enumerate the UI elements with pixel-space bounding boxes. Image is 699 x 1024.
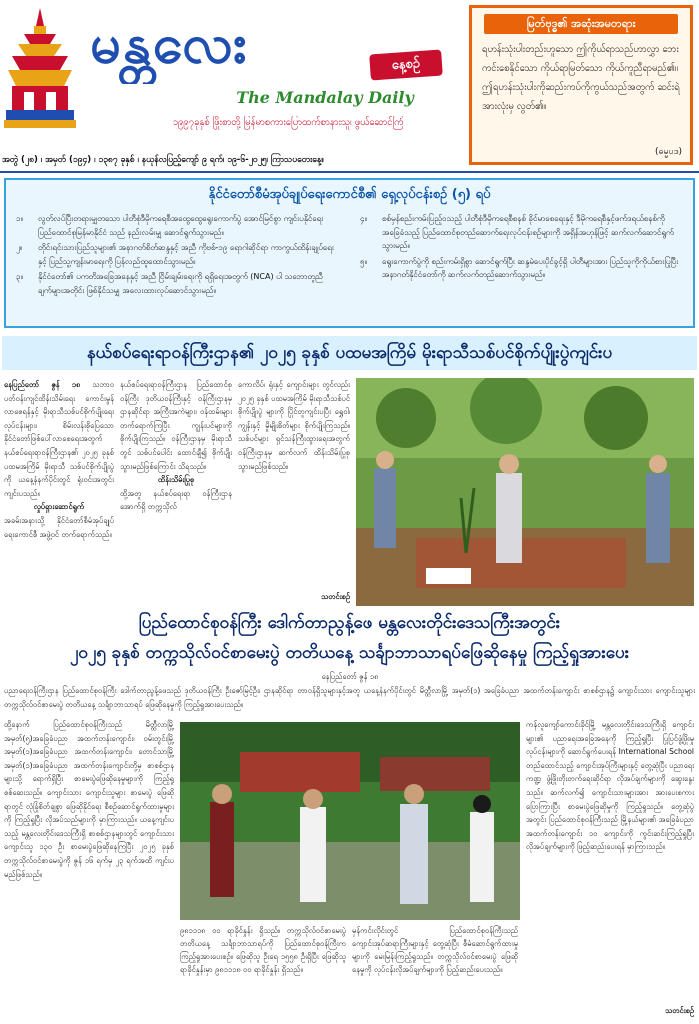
article2-column-1 [4, 718, 174, 1018]
article1-col3-text: ကောလိပ်၊ ရုံးနှင့် ကျောင်းများ တွင်လည်း ၂၀၂၅ ခုနှစ် ပထမအကြိမ် မိုးရာသီသစ်ပင်စိုက်ပျိုးပွဲ များကို ပြိုင်တူကျင်းပပြီး ရွှေဝါ၊ ကျွန်းနှင့် မှိုမျိုးစိတ်များ စိုက်ပျိုးကြသည်။ သစ်ပင်များ ရှင်သန်ကြီးထွားရေးအတွက် ဝန်ကြီးဌာနမှ ဆက်လက် ထိန်းသိမ်းပြုစုသွားမည်ဖြစ်သည်။ [238, 380, 350, 471]
article2-lead: ပညာရေးဝန်ကြီးဌာန ပြည်ထောင်စုဝန်ကြီး ဒေါက်တာညွန့်ဖေသည် ဒုတိယဝန်ကြီး ဦးဇော်မြင့်ဦး၊ ဌာနဆိုင်ရာ တာဝန်ရှိသူများနှင့်အတူ ယနေ့နံနက်ပိုင်းတွင် မိတ္ထီလာမြို့ အမှတ်(၁) အခြေခံပညာ အထက်တန်းကျောင်း စာစစ်ဌာန၌ ကျောင်းသား ကျောင်းသူများ တက္ကသိုလ်ဝင်စာမေးပွဲ တတိယနေ့ သင်္ချာဘာသာရပ် ဖြေဆိုနေမှုကို ကြည့်ရှုအားပေးသည်။ [4, 686, 695, 709]
article1-byline: သတင်းစဉ် [321, 592, 350, 601]
quote-box-body: ရဟန်းသုံးပါးတည်းဟူသော ဤကိုယ်ရာသည်ဟာလွှာ ဘေးကင်းစေနိုင်သော ကိုယ်ရာမြတ်သော ကိုယ်ကူညီရာမည်၏။ ဤရဟန်းသုံးပါးကိုဆည်းကပ်ကိုကွယ်သည်အတွက် ဆင်းရဲအားလုံးမှ လွတ်၏။ [482, 44, 680, 112]
article1-column-1 [4, 378, 114, 606]
objectives-title: နိုင်ငံတော်စီမံအုပ်ချုပ်ရေးကောင်စီ၏ ရှေ့လုပ်ငန်းစဉ် (၅) ရပ် [208, 187, 491, 202]
article1-column-3 [238, 378, 350, 592]
article2-byline: သတင်းစဉ် [665, 1006, 694, 1015]
article1-col1-text: သဘာဝပတ်ဝန်းကျင်ထိန်းသိမ်းရေး ကောင်းမွန်လာစေရန်နှင့် မိုးရာသီသစ်ပင်စိုက်ပျိုးရေး လုပ်ငန်းများ၊ စိမ်းလန်းစိုပြေသော နိုင်ငံတော်ဖြစ်ပေါ်လာစေရေးအတွက် နယ်စပ်ရေးရာဝန်ကြီးဌာန၏ ၂၀၂၅ ခုနှစ် ပထမအကြိမ် မိုးရာသီ သစ်ပင်စိုက်ပျိုးပွဲကို ယနေ့နံနက်ပိုင်းတွင် ရုံးဝင်းအတွင်း ကျင်းပသည်။ [4, 380, 114, 498]
objective-item: ၃။ နိုင်ငံတော်၏ ပကတိအခြေအနေနှင့် အညီ ငြိမ်းချမ်းရေးကို ရရှိရေးအတွက် (NCA) ပါ သဘောတူညီချက်များအတိုင်း ဖြစ်နိုင်သမျှ အလေးထားလုပ်ဆောင်သွားမည်။ [16, 272, 323, 295]
objectives-left-column [16, 212, 336, 324]
article1-dateline: နေပြည်တော် ဇွန် ၁၈ [4, 380, 81, 389]
daily-tag: နေ့စဉ် [369, 50, 443, 81]
objectives-box [4, 178, 695, 328]
dhamma-quote-box [469, 5, 693, 165]
issue-info-line: အတွဲ (၂၈) ၊ အမှတ် (၁၉၄) ၊ ၁၃၈၇ ခုနှစ် ၊ နယုန်လပြည့်ကျော် ၉ ရက်၊ ၁၉-၆-၂၀၂၅၊ ကြာသပတေးနေ့။ [2, 155, 324, 165]
article2-headline-line2: ၂၀၂၅ ခုနှစ် တက္ကသိုလ်ဝင်စာမေးပွဲ တတိယနေ့ သင်္ချာဘာသာရပ်ဖြေဆိုနေမှု ကြည့်ရှုအားပေး [69, 643, 630, 663]
article2-headline-line1: ပြည်ထောင်စုဝန်ကြီး ဒေါက်တာညွန့်ဖေ မန္တလေးတိုင်းဒေသကြီးအတွင်း [138, 613, 561, 633]
newspaper-title: မန္တလေး [90, 12, 249, 75]
objective-item: ၁။ လွတ်လပ်ပြီးတရားမျှတသော ပါတီစုံဒီမိုကရေစီအထွေထွေရွေးကောက်ပွဲ အောင်မြင်စွာ ကျင်းပနိုင်ရေး ပြည်ထောင်စုမြန်မာနိုင်ငံ သည် နည်းလမ်းမျှ ဆောင်ရွက်သွားမည်။ [16, 214, 324, 237]
article1-column-2 [120, 378, 232, 606]
article2-headline [2, 608, 697, 672]
quote-box-title: မြတ်ဗုဒ္ဓ၏ အဆုံးအမတရား [484, 14, 678, 34]
masthead-motto: ၁၉၉၇ခုနှစ် ဖြိုးစာတို့ မြန်မာစကားပြောထက်စာနားသူ၊ ဖွယ်ဆောင်ကြံ [172, 117, 404, 128]
tree-planting-photo [356, 378, 694, 606]
exam-visit-photo [180, 722, 520, 920]
article1-subhead: လှုပ်ရှားဆောင်ရွက် [33, 502, 85, 512]
objective-item: ၅။ ရွေးကောက်ပွဲကို စည်းကမ်းရှိစွာ ဆောင်ရွက်ပြီး ဆန္ဒမဲပေးပိုင်ခွင့်ရှိ ပါတီများအား ပြည်သူကိုကိုယ်စားပြုပြီး အနာဂတ်နိုင်ငံတော်ကို ဆက်လက်တည်ဆောက်သွားမည်။ [360, 256, 679, 279]
newspaper-title-english: The Mandalay Daily [236, 88, 414, 107]
article1-col2-subhead: ထိန်းသိမ်းပြုစု [157, 475, 195, 485]
palace-spire-logo-icon [4, 6, 76, 130]
article2-dateline: နေပြည်တော် ဇွန် ၁၈ [321, 672, 379, 681]
article1-col1b-text: အခမ်းအနားသို့ နိုင်ငံတော်စီမံအုပ်ချုပ်ရေးကောင်စီ အဖွဲ့ဝင် တက်ရောက်သည်။ [4, 515, 114, 539]
objectives-right-column [360, 212, 680, 324]
article2-col1-text: ထို့နောက် ပြည်ထောင်စုဝန်ကြီးသည် မိတ္ထီလာမြို့ အမှတ်(၅)အခြေခံပညာ အထက်တန်းကျောင်း၊ ဝမ်းတွင်းမြို့ အမှတ်(၁)အခြေခံပညာ အထက်တန်းကျောင်း၊ တောင်သာမြို့ အမှတ်(၁)အခြေခံပညာ အထက်တန်းကျောင်းတို့မှ စာစစ်ဌာနများသို့ ရောက်ရှိပြီး စာမေးပွဲဖြေဆိုနေမှုများကို ကြည့်ရှုစစ်ဆေးသည်။ ကျောင်းသား ကျောင်းသူများ စာမေးပွဲ ဖြေဆိုရာတွင် လုံခြုံစိတ်ချစွာ ဖြေဆိုနိုင်ရေး စီစဉ်ဆောင်ရွက်ထားမှုများကို ကြည့်ရှုပြီး လိုအပ်သည်များကို မှာကြားသည်။ [4, 720, 174, 825]
article1-headline: နယ်စပ်ရေးရာဝန်ကြီးဌာန၏ ၂၀၂၅ ခုနှစ် ပထမအကြိမ် မိုးရာသီသစ်ပင်စိုက်ပျိုးပွဲကျင်းပ [2, 336, 697, 370]
masthead-divider [0, 171, 699, 173]
quote-source: (ဓမ္မပဒ) [654, 147, 682, 157]
article2-caption-b: မှန်ကင်းလိုင်းတွင် ပြည်ထောင်စုဝန်ကြီးသည် ကျောင်းအုပ်ဆရာကြီးများနှင့် တွေ့ဆုံပြီး စီမံဆောင်ရွက်ထားမှုများကို မေးမြန်းကြည့်ရှုသည်။ တက္ကသိုလ်ဝင်စာမေးပွဲ ဖြေဆိုနေမှုကို လုပ်ငန်းလိုအပ်ချက်များကို ပြည့်ဆည်းပေးသည်။ [352, 926, 518, 974]
article2-col1b-text: ယနေ့ကျင်းပသည့် မန္တလေးတိုင်းဒေသကြီးရှိ စာစစ်ဌာနများတွင် ကျောင်းသား ကျောင်းသူ ၁၃၀ ဦး စာမေးပွဲဖြေဆိုနေကြပြီး ၂၀၂၅ ခုနှစ် တက္ကသိုလ်ဝင်စာမေးပွဲကို ဇွန် ၁၆ ရက်မှ ၂၃ ရက်အထိ ကျင်းပမည်ဖြစ်သည်။ [4, 815, 174, 879]
article2-column-4: ကန်လူကျော်ကောင်းခိုင်မြို့ မန္တလေးတိုင်းဒေသကြီးရှိ ကျောင်းများ၏ ပညာရေးအခြေအနေကို ကြည့်ရှုပြီး ပြုပြင်ဖွံ့ဖြိုးမှုလုပ်ငန်းများကို ဆောင်ရွက်ပေးရန် International School တည်ထောင်သည့် ကျောင်းအုပ်ကြီးများနှင့် တွေ့ဆုံပြီး ပညာရေးကဏ္ဍ ဖွံ့ဖြိုးတိုးတက်ရေးဆိုင်ရာ လိုအပ်ချက်များကို ဆွေးနွေးသည်။ ဆက်လက်၍ ကျောင်းသားများအား အားပေးစကား ပြောကြားပြီး စာမေးပွဲဖြေဆိုမှုကို ကြည့်ရှုသည်။ တွေ့ဆုံပွဲအတွင်း ပြည်ထောင်စုဝန်ကြီးသည် မြို့နယ်များ၏ အခြေခံပညာ အထက်တန်းကျောင်း ၁၀ ကျောင်းကို ကွင်းဆင်းကြည့်ရှုပြီး လိုအပ်ချက်များကို ဖြည့်ဆည်းပေးရန် မှာကြားသည်။ [526, 720, 694, 852]
article1-col2-text: နယ်စပ်ရေးရာဝန်ကြီးဌာန ပြည်ထောင်စုဝန်ကြီး ဒုတိယဝန်ကြီးနှင့် ဝန်ကြီးဌာနမှ ဌာနဆိုင်ရာ အကြီးအကဲများ၊ ဝန်ထမ်းများ တက်ရောက်ကြပြီး ကျွန်းပင်များကို စိုက်ပျိုးကြသည်။ ဝန်ကြီးဌာနမှ မိုးရာသီတွင် သစ်ပင်ပေါင်း ထောင်ချီ၍ စိုက်ပျိုးသွားမည်ဖြစ်ကြောင်း သိရသည်။ [120, 380, 232, 471]
article2-caption-a: ၉၈၁၁၁၈ ဝ၀ ရာခိုင်နှုန်း ရှိသည်။ တက္ကသိုလ်ဝင်စာမေးပွဲ တတိယနေ့ သင်္ချာဘာသာရပ်ကို ပြည်ထောင်စုဝန်ကြီးက ကြည့်ရှုအားပေးစဉ်။ ဖြေဆိုသူ ဦးရေ ၁၅၅၈ ဦးရှိပြီး ဖြေဆိုသူ ရာခိုင်နှုန်းမှာ ၉၈၁၁၁၈ ဝ၀ ရာခိုင်နှုန်း ရှိသည်။ [180, 926, 346, 974]
article1-col2b-text: ထို့အတူ နယ်စပ်ရေးရာ ဝန်ကြီးဌာနအောက်ရှိ တက္ကသိုလ် [120, 488, 232, 512]
objective-item: ၂။ တိုင်းရင်းသားပြည်သူများ၏ အနာဂတ်စိတ်ဆန္ဒနှင့် အညီ ကိုဗစ်-၁၉ ရောဂါဆိုင်ရာ ကာကွယ်ထိန်းချုပ်ရေးနှင့် ပြည်သူ့ကျန်းမာရေးကို ပြန်လည်ထူထောင်သွားမည်။ [16, 243, 334, 266]
objective-item: ၄။ စစ်မှန်စည်းကမ်းပြည့်ဝသည့် ပါတီစုံဒီမိုကရေစီစနစ် ခိုင်မာစေရေးနှင့် ဒီမိုကရေစီနှင့်ဖက်ဒရယ်စနစ်ကိုအခြေခံသည့် ပြည်ထောင်စုတည်ဆောက်ရေးလုပ်ငန်းစဉ်များကို အရှိန်အဟုန်ဖြင့် ဆက်လက်ဆောင်ရွက်သွားမည်။ [360, 214, 674, 250]
